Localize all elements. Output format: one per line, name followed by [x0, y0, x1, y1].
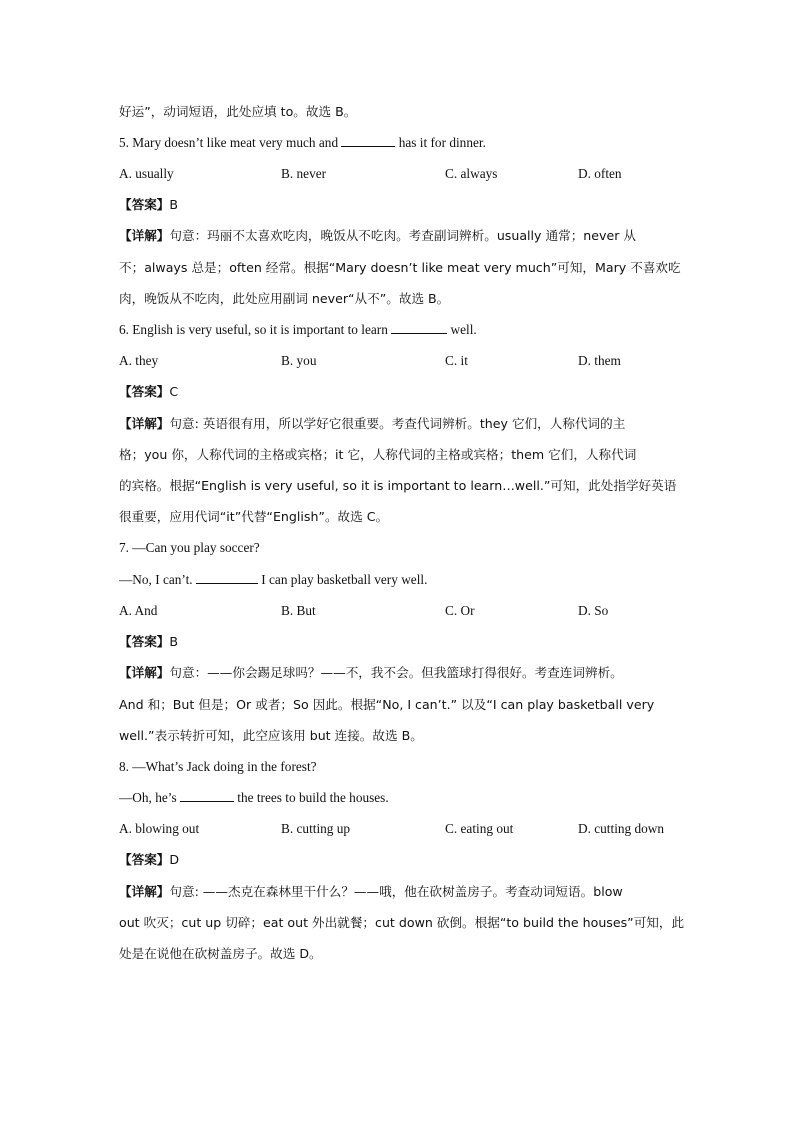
q7-detail-line-2: And 和；But 但是；Or 或者；So 因此。根据“No, I can’t.” 以及“I can play basketball very: [119, 697, 655, 712]
q5-answer-label: 【答案】: [119, 197, 170, 212]
q8-stem-line-1: 8. —What’s Jack doing in the forest?: [119, 759, 317, 774]
q5-answer-value: B: [169, 197, 179, 212]
q7-detail-line-3: well.”表示转折可知，此空应该用 but 连接。故选 B。: [119, 728, 423, 743]
q5-answer: [119, 193, 694, 217]
q8-stem-before: —Oh, he’s: [119, 790, 180, 805]
q5-detail-line-1: [119, 224, 694, 248]
q7-option-a: A. And: [119, 603, 158, 618]
q5-detail-text-1: 句意：玛丽不太喜欢吃肉，晚饭从不吃肉。考查副词辨析。usually 通常；never 从: [169, 228, 636, 243]
q7-detail-line-1: [119, 661, 694, 685]
q6-answer-label: 【答案】: [119, 384, 170, 399]
q5-option-a: A. usually: [119, 166, 174, 181]
q7-options: [119, 599, 694, 623]
carryover-text: 好运”，动词短语，此处应填 to。故选 B。: [119, 104, 357, 119]
q7-detail-label: 【详解】: [119, 665, 170, 680]
q8-option-b: B. cutting up: [281, 821, 351, 836]
q6-answer: [119, 380, 694, 404]
q6-option-d: D. them: [578, 353, 621, 368]
q6-answer-value: C: [169, 384, 179, 399]
q6-option-c: C. it: [445, 353, 468, 368]
q6-stem: [119, 318, 694, 342]
q5-stem: [119, 131, 694, 155]
q7-stem-line-1: 7. —Can you play soccer?: [119, 540, 260, 555]
q6-detail-line-3: 的宾格。根据“English is very useful, so it is important to learn…well.”可知，此处指学好英语: [119, 478, 677, 493]
q7-answer-label: 【答案】: [119, 634, 170, 649]
q6-option-a: A. they: [119, 353, 159, 368]
q5-option-b: B. never: [281, 166, 327, 181]
q5-stem-before: 5. Mary doesn’t like meat very much and: [119, 135, 342, 150]
q6-detail-line-1: [119, 412, 694, 436]
q6-option-b: B. you: [281, 353, 317, 368]
q8-answer-label: 【答案】: [119, 852, 170, 867]
q6-detail-label: 【详解】: [119, 416, 170, 431]
q5-blank: [341, 132, 395, 147]
q8-stem-after: the trees to build the houses.: [233, 790, 389, 805]
q5-stem-after: has it for dinner.: [395, 135, 486, 150]
q8-answer-value: D: [169, 852, 180, 867]
q7-option-b: B. But: [281, 603, 316, 618]
q8-stem-line-2: [119, 786, 694, 810]
q8-option-d: D. cutting down: [578, 821, 665, 836]
q8-detail-line-1: [119, 880, 694, 904]
q6-stem-after: well.: [447, 322, 477, 337]
q8-option-c: C. eating out: [445, 821, 514, 836]
q8-detail-line-3: 处是在说他在砍树盖房子。故选 D。: [119, 946, 322, 961]
q7-detail-text-1: 句意：——你会踢足球吗？——不，我不会。但我篮球打得很好。考查连词辨析。: [169, 665, 623, 680]
q5-option-c: C. always: [445, 166, 498, 181]
q7-stem-line-2: [119, 568, 694, 592]
q5-detail-label: 【详解】: [119, 228, 170, 243]
q7-answer: [119, 630, 694, 654]
q7-stem-after: I can play basketball very well.: [257, 572, 428, 587]
q6-detail-line-2: 格；you 你，人称代词的主格或宾格；it 它，人称代词的主格或宾格；them 它们，人称代词: [119, 447, 637, 462]
q5-option-d: D. often: [578, 166, 622, 181]
q5-detail-line-2: 不；always 总是；often 经常。根据“Mary doesn’t like meat very much”可知，Mary 不喜欢吃: [119, 260, 681, 275]
q6-detail-line-4: 很重要，应用代词“it”代替“English”。故选 C。: [119, 509, 389, 524]
q8-options: [119, 817, 694, 841]
q7-option-c: C. Or: [445, 603, 475, 618]
q8-detail-label: 【详解】: [119, 884, 170, 899]
q7-answer-value: B: [169, 634, 179, 649]
q8-blank: [180, 787, 234, 802]
q8-detail-line-2: out 吹灭；cut up 切碎；eat out 外出就餐；cut down 砍倒。根据“to build the houses”可知，此: [119, 915, 685, 930]
q5-detail-line-3: 肉，晚饭从不吃肉，此处应用副词 never“从不”。故选 B。: [119, 291, 450, 306]
q8-detail-text-1: 句意: ——杰克在森林里干什么？——哦，他在砍树盖房子。考查动词短语。blow: [169, 884, 623, 899]
q7-stem-before: —No, I can’t.: [119, 572, 196, 587]
q8-option-a: A. blowing out: [119, 821, 200, 836]
q8-answer: [119, 848, 694, 872]
q7-blank: [196, 569, 258, 584]
q6-options: [119, 349, 694, 373]
q6-stem-before: 6. English is very useful, so it is important to learn: [119, 322, 392, 337]
q7-option-d: D. So: [578, 603, 609, 618]
q6-detail-text-1: 句意: 英语很有用，所以学好它很重要。考查代词辨析。they 它们，人称代词的主: [169, 416, 626, 431]
q6-blank: [391, 319, 447, 334]
q5-options: [119, 162, 694, 186]
